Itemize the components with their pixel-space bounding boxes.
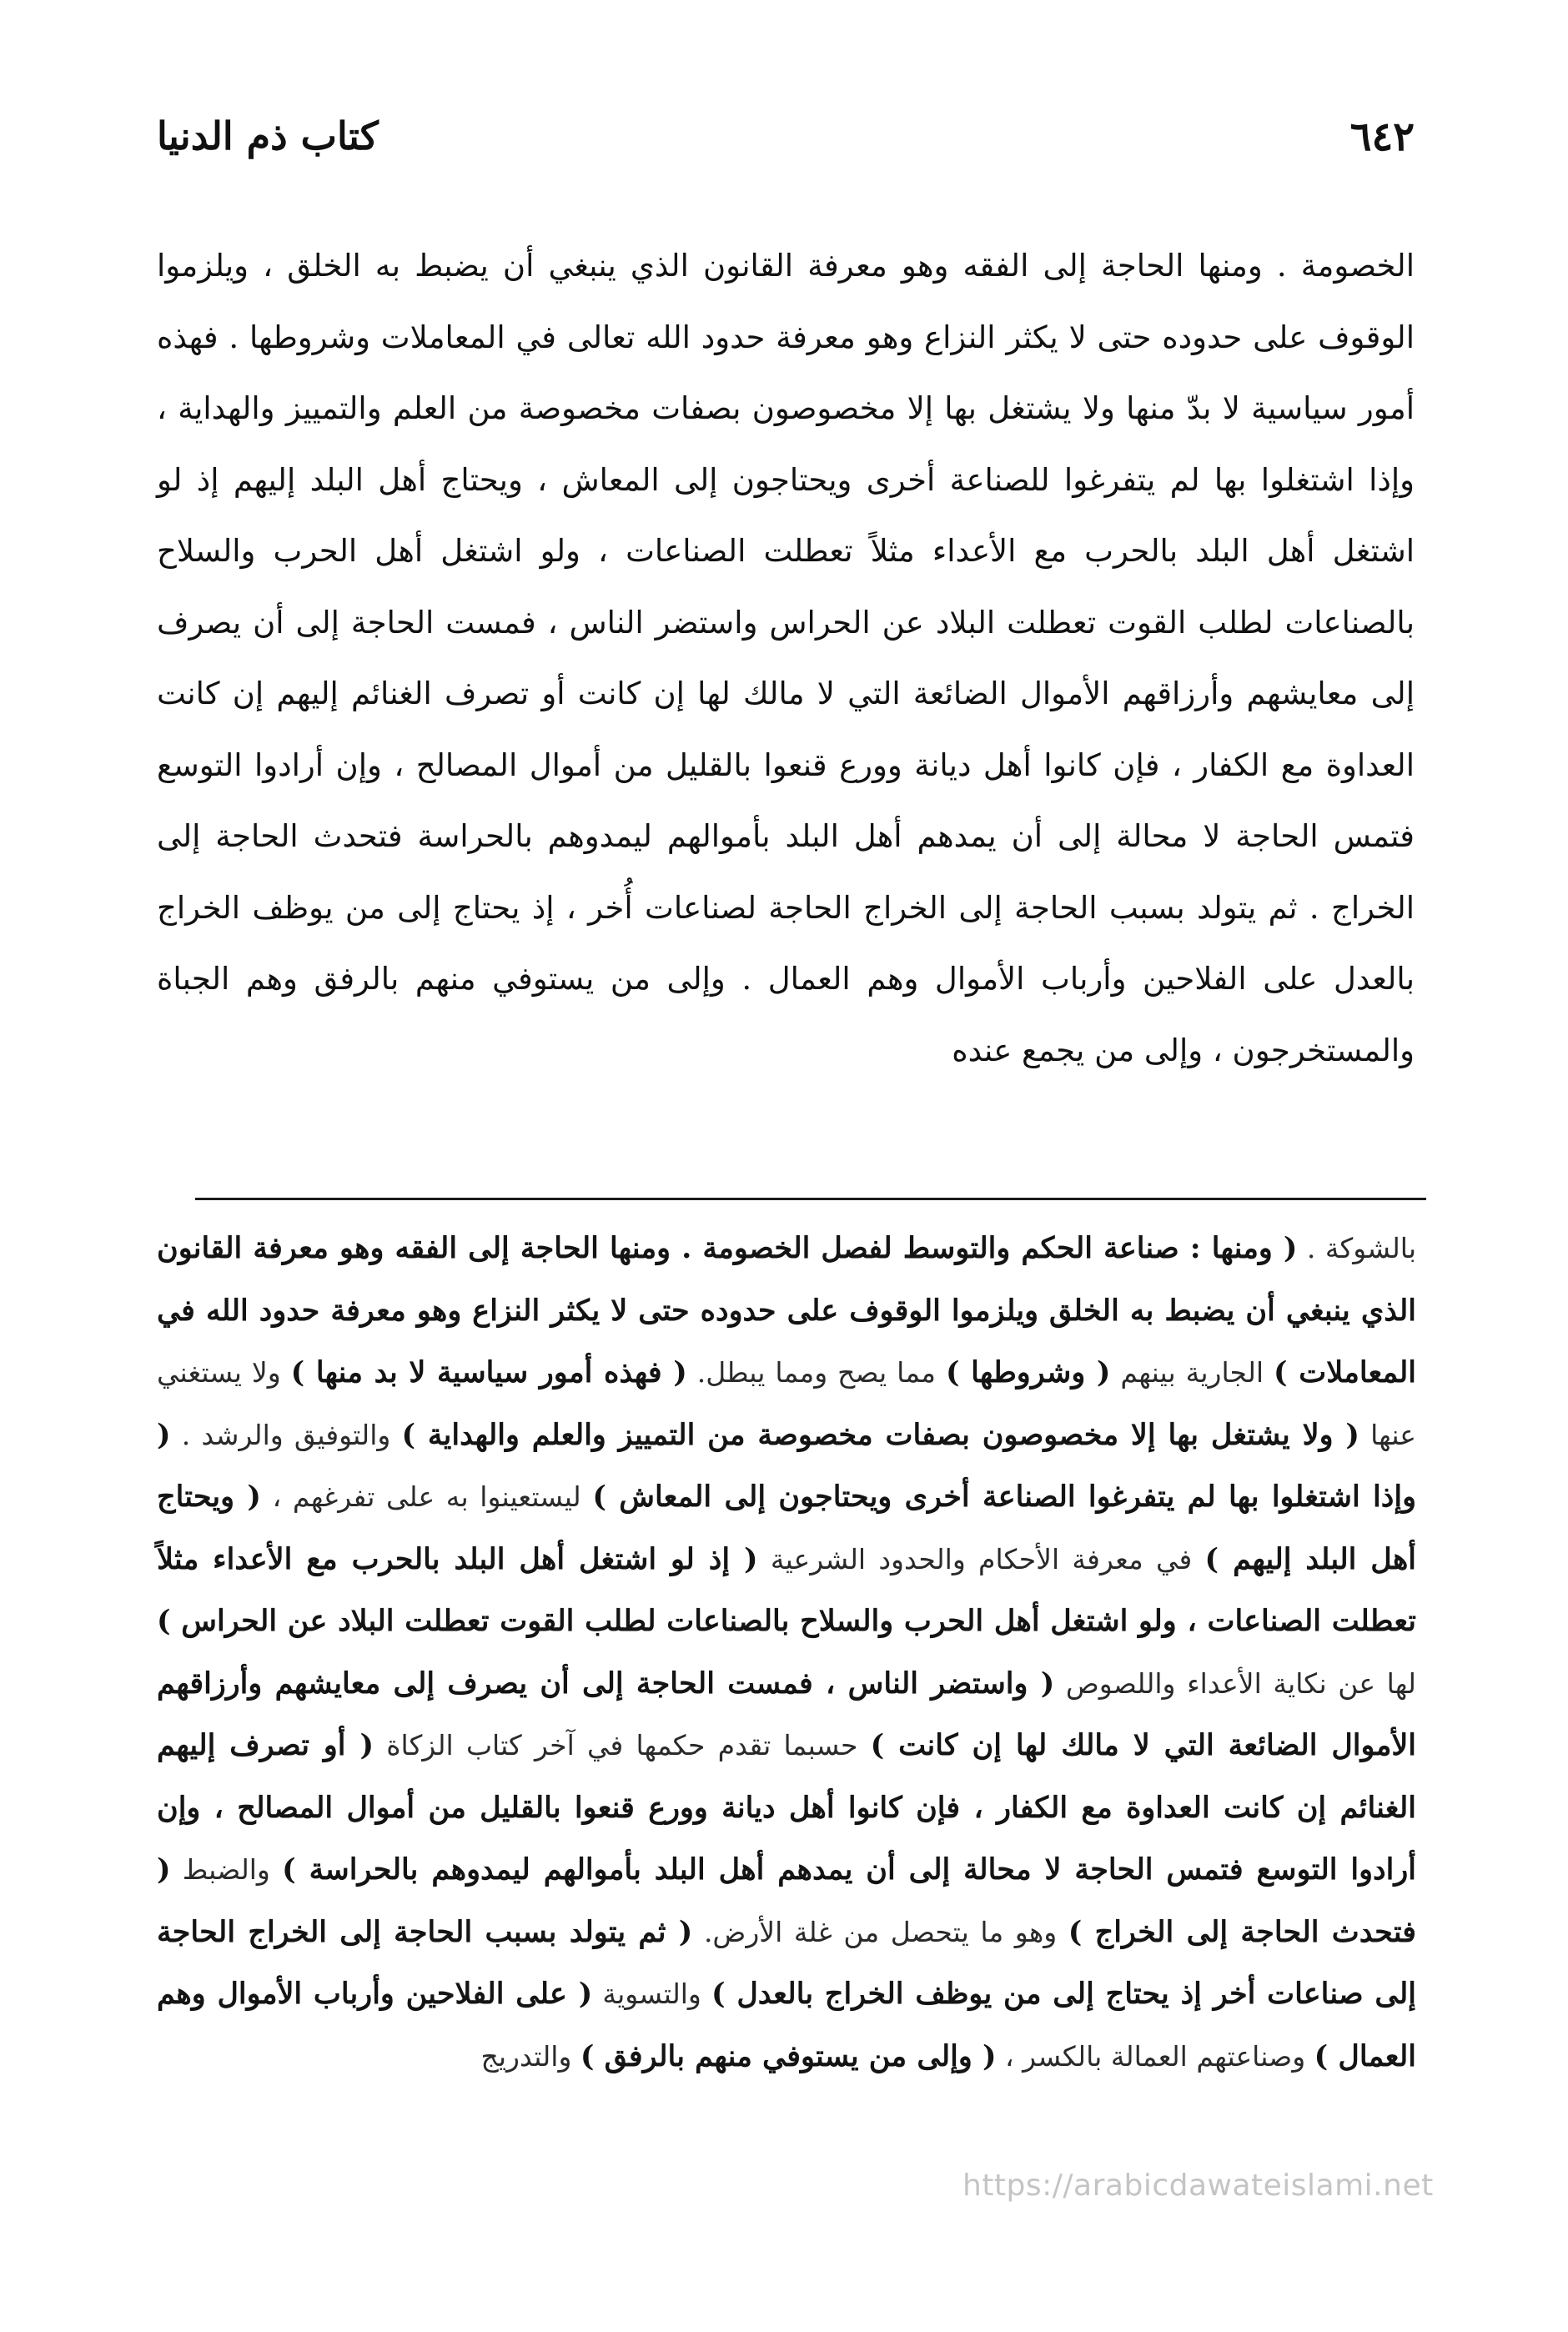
commentary-block bbox=[157, 1218, 1416, 2088]
commentary-text-segment: والتسوية bbox=[592, 1978, 711, 2010]
commentary-text-segment: حسبما تقدم حكمها في آخر كتاب الزكاة bbox=[374, 1729, 871, 1762]
quoted-text-segment: ( ويحتاج أهل البلد إليهم ) bbox=[157, 1480, 1416, 1576]
commentary-text-segment: مما يصح ومما يبطل. bbox=[686, 1356, 946, 1389]
quoted-text-segment: ( فتحدث الحاجة إلى الخراج ) bbox=[157, 1852, 1416, 1949]
commentary-text-segment: في معرفة الأحكام والحدود الشرعية bbox=[757, 1542, 1205, 1576]
quoted-text-segment: ( ولا يشتغل بها إلا مخصوصون بصفات مخصوصة من التمييز والعلم والهداية ) bbox=[401, 1417, 1359, 1452]
quoted-text-segment: ( واستضر الناس ، فمست الحاجة إلى أن يصرف إلى معايشهم وأرزاقهم الأموال الضائعة التي لا مالك لها إن كانت ) bbox=[157, 1666, 1416, 1762]
commentary-text-segment: والتدريج bbox=[480, 2039, 580, 2073]
page-header bbox=[157, 113, 1415, 180]
watermark-url: https://arabicdawateislami.net bbox=[962, 2169, 1434, 2203]
commentary-text-segment: وهو ما يتحصل من غلة الأرض. bbox=[692, 1915, 1068, 1948]
quoted-text-segment: ( إذ لو اشتغل أهل البلد بالحرب مع الأعداء مثلاً تعطلت الصناعات ، ولو اشتغل أهل الحرب والسلاح بالصناعات لطلب القوت تعطلت البلاد عن الحراس ) bbox=[157, 1541, 1416, 1638]
commentary-paragraph bbox=[157, 1218, 1416, 2088]
commentary-text-segment: والضبط bbox=[170, 1853, 283, 1886]
quoted-text-segment: ( فهذه أمور سياسية لا بد منها ) bbox=[290, 1355, 687, 1390]
page-number: ٦٤٢ bbox=[1349, 113, 1415, 160]
commentary-text-segment: وصناعتهم العمالة بالكسر ، bbox=[996, 2039, 1314, 2073]
commentary-text-segment: ليستعينوا به على تفرغهم ، bbox=[260, 1480, 593, 1513]
footnote-separator bbox=[195, 1198, 1426, 1200]
quoted-text-segment: ( وإلى من يستوفي منهم بالرفق ) bbox=[580, 2038, 997, 2073]
quoted-text-segment: ( وشروطها ) bbox=[945, 1355, 1111, 1390]
commentary-text-segment: الجارية بينهم bbox=[1110, 1356, 1274, 1389]
quoted-text-segment: ( ثم يتولد بسبب الحاجة إلى الخراج الحاجة إلى صناعات أخر إذ يحتاج إلى من يوظف الخراج بالعدل ) bbox=[157, 1914, 1416, 2011]
commentary-text-segment: والتوفيق والرشد . bbox=[170, 1418, 402, 1451]
main-paragraph: الخصومة . ومنها الحاجة إلى الفقه وهو معرفة القانون الذي ينبغي أن يضبط به الخلق ، ويلزموا الوقوف على حدوده حتى لا يكثر النزاع وهو معرفة حدود الله تعالى في المعاملات وشروطها . فهذه أمور سياسية لا بدّ منها ولا يشتغل بها إلا مخصوصون بصفات مخصوصة من العلم والتمييز والهداية ، وإذا اشتغلوا بها لم يتفرغوا للصناعة أخرى ويحتاجون إلى المعاش ، ويحتاج أهل البلد إليهم إذ لو اشتغل أهل البلد بالحرب مع الأعداء مثلاً تعطلت الصناعات ، ولو اشتغل أهل الحرب والسلاح بالصناعات لطلب القوت تعطلت البلاد عن الحراس واستضر الناس ، فمست الحاجة إلى أن يصرف إلى معايشهم وأرزاقهم الأموال الضائعة التي لا مالك لها إن كانت أو تصرف الغنائم إليهم إن كانت العداوة مع الكفار ، فإن كانوا أهل ديانة وورع قنعوا بالقليل من أموال المصالح ، وإن أرادوا التوسع فتمس الحاجة لا محالة إلى أن يمدهم أهل البلد بأموالهم ليمدوهم بالحراسة فتحدث الحاجة إلى الخراج . ثم يتولد بسبب الحاجة إلى الخراج الحاجة لصناعات أُخر ، إذ يحتاج إلى من يوظف الخراج بالعدل على الفلاحين وأرباب الأموال وهم العمال . وإلى من يستوفي منهم بالرفق وهم الجباة والمستخرجون ، وإلى من يجمع عنده bbox=[157, 248, 1415, 1068]
commentary-text-segment: ولا يستغني عنها bbox=[157, 1356, 1416, 1451]
commentary-text-segment: بالشوكة . bbox=[1297, 1232, 1417, 1264]
quoted-text-segment: ( وإذا اشتغلوا بها لم يتفرغوا الصناعة أخرى ويحتاجون إلى المعاش ) bbox=[157, 1417, 1416, 1514]
quoted-text-segment: ( على الفلاحين وأرباب الأموال وهم العمال ) bbox=[157, 1977, 1416, 2073]
quoted-text-segment: ( أو تصرف إليهم الغنائم إن كانت العداوة مع الكفار ، فإن كانوا أهل ديانة وورع قنعوا بالقليل من أموال المصالح ، وإن أرادوا التوسع فتمس الحاجة لا محالة إلى أن يمدهم أهل البلد بأموالهم ليمدوهم بالحراسة ) bbox=[157, 1728, 1416, 1887]
main-text-block bbox=[157, 230, 1415, 1086]
commentary-text-segment: لها عن نكاية الأعداء واللصوص bbox=[1054, 1666, 1416, 1700]
book-title: كتاب ذم الدنيا bbox=[157, 113, 379, 158]
quoted-text-segment: ( ومنها : صناعة الحكم والتوسط لفصل الخصومة . ومنها الحاجة إلى الفقه وهو معرفة القانون الذي ينبغي أن يضبط به الخلق ويلزموا الوقوف على حدوده حتى لا يكثر النزاع وهو معرفة حدود الله في المعاملات ) bbox=[157, 1231, 1416, 1390]
